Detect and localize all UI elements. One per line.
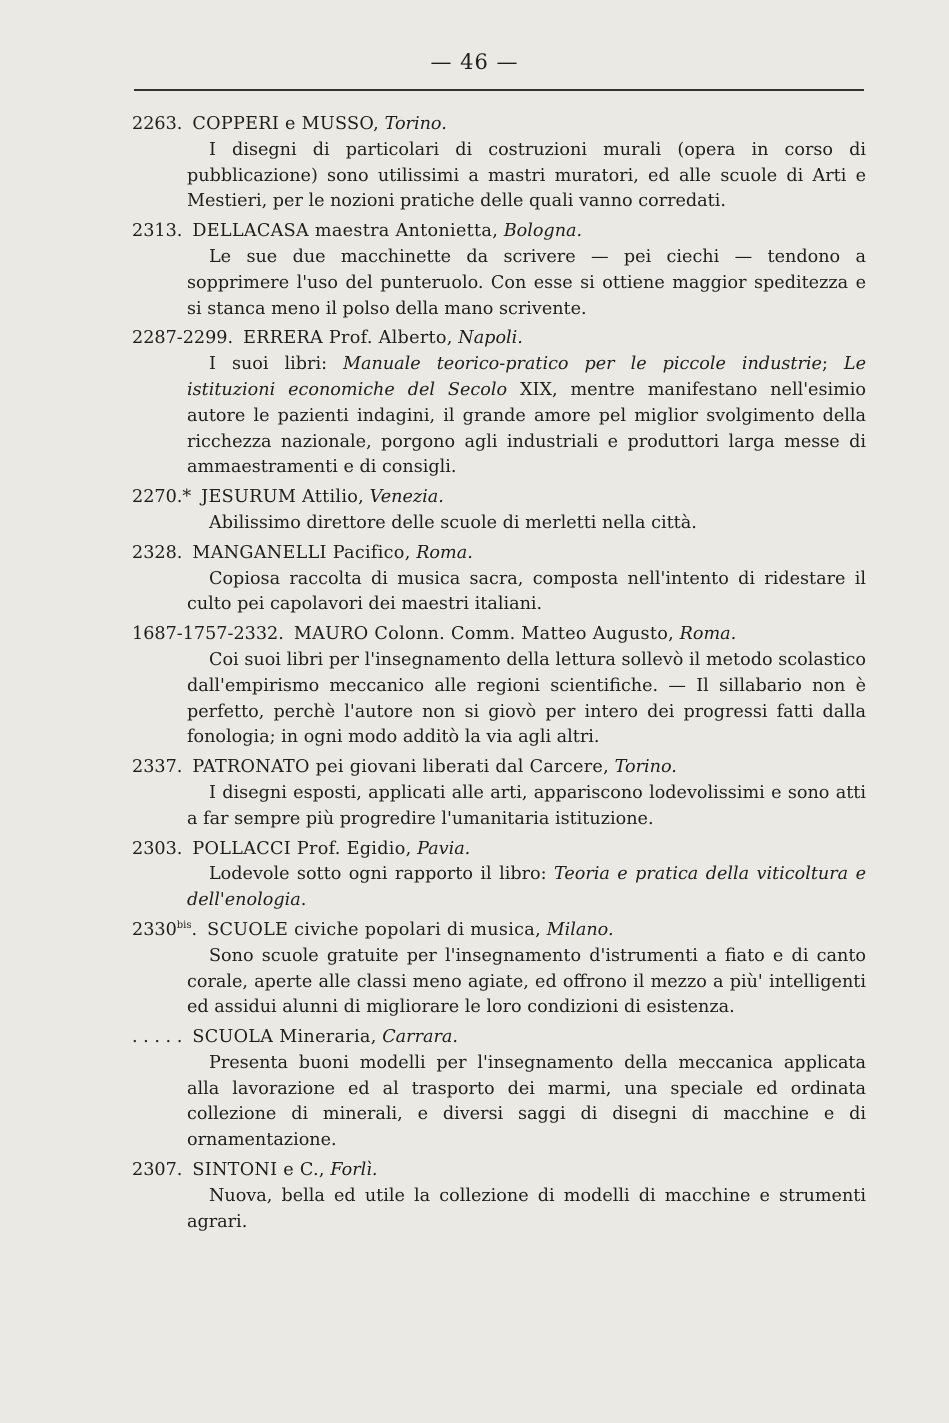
- entry-ref: 2287-2299.: [132, 328, 234, 349]
- entry-dellacasa: [132, 219, 866, 322]
- page-number: — 46 —: [430, 50, 519, 74]
- entry-sintoni: [132, 1158, 866, 1235]
- entry-name: SCUOLE civiche popolari di musica,: [207, 919, 541, 940]
- entry-name: MANGANELLI Pacifico,: [192, 542, 411, 563]
- entry-ref: 2270.*: [132, 487, 192, 508]
- entry-city: Roma.: [416, 542, 473, 563]
- entry-text: [132, 862, 866, 914]
- text-after: .: [300, 890, 307, 911]
- entry-name: PATRONATO pei giovani liberati dal Carcere,: [192, 757, 610, 778]
- entry-city: Bologna.: [503, 221, 583, 242]
- entry-heading: [132, 1025, 866, 1051]
- entry-scuole-civiche: [132, 918, 866, 1021]
- entry-name: MAURO Colonn. Comm. Matteo Augusto,: [293, 624, 675, 645]
- entry-heading: [132, 485, 866, 511]
- roman-numeral: XIX: [507, 379, 552, 400]
- entry-heading: [132, 112, 866, 138]
- text-before: I suoi libri:: [209, 354, 344, 375]
- entry-city: Forlì.: [330, 1160, 378, 1181]
- entry-heading: [132, 219, 866, 245]
- entry-city: Torino.: [384, 114, 447, 134]
- entries-list: [132, 112, 866, 1239]
- book-title: Manuale teorico-pratico per le piccole industrie: [343, 354, 822, 375]
- entry-text: [132, 352, 866, 481]
- entry-ref: . . . . .: [132, 1027, 183, 1048]
- entry-city: Milano.: [546, 919, 614, 940]
- entry-ref: 2307.: [132, 1160, 183, 1181]
- entry-patronato: [132, 755, 866, 832]
- entry-jesurum: [132, 485, 866, 537]
- text-separator: ;: [821, 354, 844, 375]
- entry-scuola-mineraria: [132, 1025, 866, 1154]
- entry-text: I disegni esposti, applicati alle arti, appariscono lodevolissimi e sono atti a far sempre più progredire l'umanitaria istituzione.: [187, 782, 866, 829]
- entry-name: SCUOLA Mineraria,: [192, 1027, 377, 1048]
- entry-ref-end: .: [191, 919, 198, 940]
- entry-ref: 2313.: [132, 221, 183, 242]
- entry-ref: 2303.: [132, 838, 183, 859]
- entry-city: Carrara.: [382, 1027, 458, 1048]
- entry-name: SINTONI e C.,: [192, 1160, 325, 1181]
- entry-city: Torino.: [614, 757, 677, 778]
- entry-heading: [132, 1158, 866, 1184]
- entry-ref: [132, 920, 197, 940]
- entry-pollacci: [132, 837, 866, 914]
- entry-name: COPPERI e MUSSO,: [192, 114, 379, 134]
- entry-city: Pavia.: [417, 838, 471, 859]
- entry-text: Presenta buoni modelli per l'insegnamento della meccanica applicata alla lavorazione ed al trasporto dei marmi, una speciale ed ordinata collezione di minerali, e diversi saggi di disegni di macchine e di ornamentazione.: [187, 1052, 866, 1151]
- entry-ref-number: 2330: [132, 919, 177, 940]
- entry-errera: [132, 326, 866, 481]
- entry-heading: [132, 918, 866, 944]
- entry-text: Abilissimo direttore delle scuole di merletti nella città.: [209, 512, 697, 533]
- entry-text: Le sue due macchinette da scrivere — pei ciechi — tendono a sopprimere l'uso del punteruolo. Con esse si ottiene maggior speditezza e si stanca meno il polso della mano scrivente.: [187, 246, 866, 319]
- entry-text: Nuova, bella ed utile la collezione di modelli di macchine e strumenti agrari.: [187, 1185, 866, 1232]
- entry-heading: [132, 541, 866, 567]
- book-title: Teoria e pratica della viticoltura e dell'enologia: [187, 864, 866, 911]
- entry-ref: 2337.: [132, 757, 183, 778]
- entry-city: Napoli.: [458, 328, 523, 349]
- entry-heading: [132, 837, 866, 863]
- entry-name: JESURUM Attilio,: [201, 487, 365, 508]
- entry-text: Sono scuole gratuite per l'insegnamento d'istrumenti a fiato e di canto corale, aperte alle classi meno agiate, ed offrono il mezzo a più' intelligenti ed assidui alunni di migliorare le loro condizioni di esistenza.: [187, 945, 866, 1018]
- entry-text: Copiosa raccolta di musica sacra, composta nell'intento di ridestare il culto pei capolavori dei maestri italiani.: [187, 568, 866, 615]
- header-rule: [134, 89, 864, 91]
- entry-ref: 2328.: [132, 542, 183, 563]
- entry-ref-superscript: bis: [176, 920, 192, 932]
- text-after: , mentre manifestano nell'esimio autore le pazienti indagini, il grande amore pel miglior svolgimento della ricchezza nazionale, porgono agli industriali e produttori larga messe di ammaestramenti e di consigli.: [187, 379, 866, 478]
- entry-name: ERRERA Prof. Alberto,: [243, 328, 453, 349]
- entry-heading: [132, 622, 866, 648]
- text-before: Lodevole sotto ogni rapporto il libro:: [209, 864, 554, 885]
- entry-manganelli: [132, 541, 866, 618]
- entry-copperi-musso: [132, 112, 866, 215]
- entry-heading: [132, 755, 866, 781]
- entry-text: Coi suoi libri per l'insegnamento della lettura sollevò il metodo scolastico dall'empirismo meccanico alle regioni scientifiche. — Il sillabario non è perfetto, perchè l'autore non si giovò per intero dei progressi fatti dalla fonologia; in ogni modo additò la via agli altri.: [187, 649, 866, 748]
- entry-heading: [132, 326, 866, 352]
- entry-name: DELLACASA maestra Antonietta,: [192, 221, 499, 242]
- entry-name: POLLACCI Prof. Egidio,: [192, 838, 412, 859]
- entry-text: I disegni di particolari di costruzioni murali (opera in corso di pubblicazione) sono utilissimi a mastri muratori, ed alle scuole di Arti e Mestieri, per le nozioni pratiche delle quali vanno corredati.: [187, 139, 866, 212]
- entry-mauro: [132, 622, 866, 751]
- entry-city: Venezia.: [369, 487, 444, 508]
- entry-ref: 2263.: [132, 114, 183, 134]
- entry-ref: 1687-1757-2332.: [132, 624, 284, 645]
- book-title: Le istituzioni economiche del Secolo: [187, 354, 866, 400]
- entry-city: Roma.: [679, 624, 737, 645]
